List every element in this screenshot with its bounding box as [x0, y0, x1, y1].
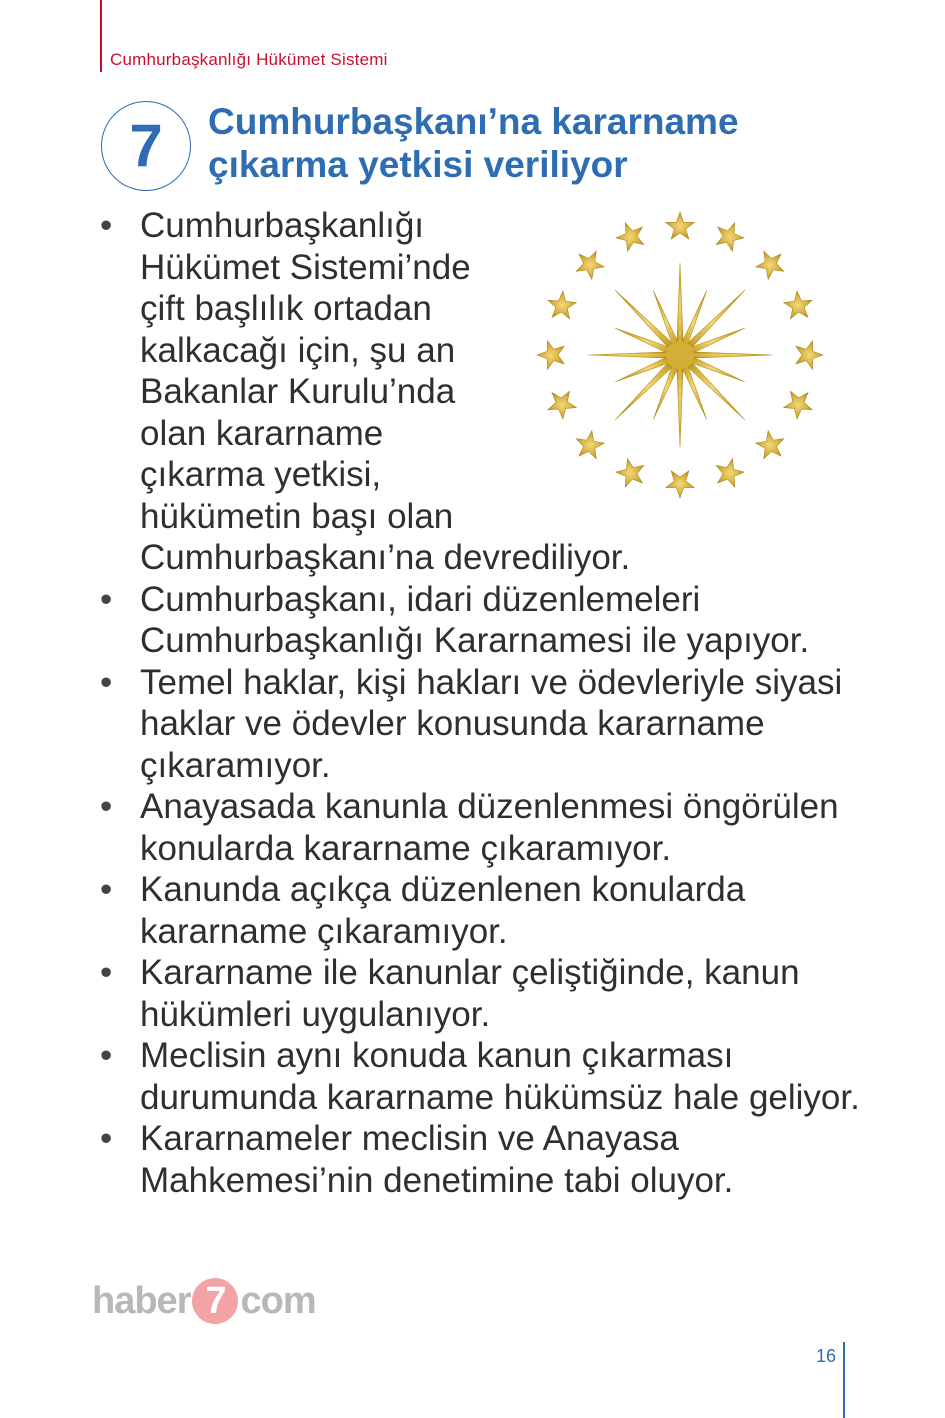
bullet-1-line-1: • Cumhurbaşkanlığı: [140, 206, 425, 245]
header-rule: [100, 0, 102, 72]
footer-rule: [843, 1342, 845, 1418]
bullet-1-line-2: Hükümet Sistemi’nde: [140, 247, 471, 287]
haber7-watermark: [92, 1276, 316, 1326]
bullet-item-2: • Cumhurbaşkanı, idari düzenlemeleri Cumhurbaşkanlığı Kararnamesi ile yapıyor.: [100, 579, 870, 662]
bullet-1-line-3: çift başlılık ortadan: [140, 289, 432, 328]
section-title-line-1: Cumhurbaşkanı’na kararname: [208, 101, 739, 142]
bullet-item-7: • Meclisin aynı konuda kanun çıkarması durumunda kararname hükümsüz hale geliyor.: [100, 1035, 870, 1118]
bullet-list: [100, 205, 870, 1201]
bullet-item-5: • Kanunda açıkça düzenlenen konularda kararname çıkaramıyor.: [100, 869, 870, 952]
bullet-item-6: • Kararname ile kanunlar çeliştiğinde, kanun hükümleri uygulanıyor.: [100, 952, 870, 1035]
watermark-seven: 7: [192, 1278, 238, 1324]
section-number: 7: [129, 112, 163, 179]
running-title: Cumhurbaşkanlığı Hükümet Sistemi: [110, 50, 388, 69]
bullet-1-line-4: kalkacağı için, şu an: [140, 330, 456, 370]
section-number-badge: [101, 101, 191, 191]
section-title: [208, 100, 848, 186]
page-number: 16: [816, 1346, 837, 1366]
bullet-item-8: • Kararnameler meclisin ve Anayasa Mahkemesi’nin denetimine tabi oluyor.: [100, 1118, 870, 1201]
bullet-item-3: • Temel haklar, kişi hakları ve ödevleriyle siyasi haklar ve ödevler konusunda kararname çıkaramıyor.: [100, 662, 870, 787]
bullet-1-line-5: Bakanlar Kurulu’nda: [140, 372, 456, 411]
bullet-1-line-8: hükümetin başı olan: [140, 496, 454, 536]
bullet-item-1: [100, 205, 631, 579]
watermark-com: com: [240, 1279, 316, 1322]
bullet-item-4: • Anayasada kanunla düzenlenmesi öngörülen konularda kararname çıkaramıyor.: [100, 786, 870, 869]
section-title-line-2: çıkarma yetkisi veriliyor: [208, 144, 628, 185]
bullet-1-line-6: olan kararname: [140, 413, 384, 453]
watermark-haber: haber: [92, 1279, 191, 1322]
bullet-1-line-9: Cumhurbaşkanı’na devrediliyor.: [140, 538, 631, 577]
bullet-1-line-7: çıkarma yetkisi,: [140, 455, 382, 494]
